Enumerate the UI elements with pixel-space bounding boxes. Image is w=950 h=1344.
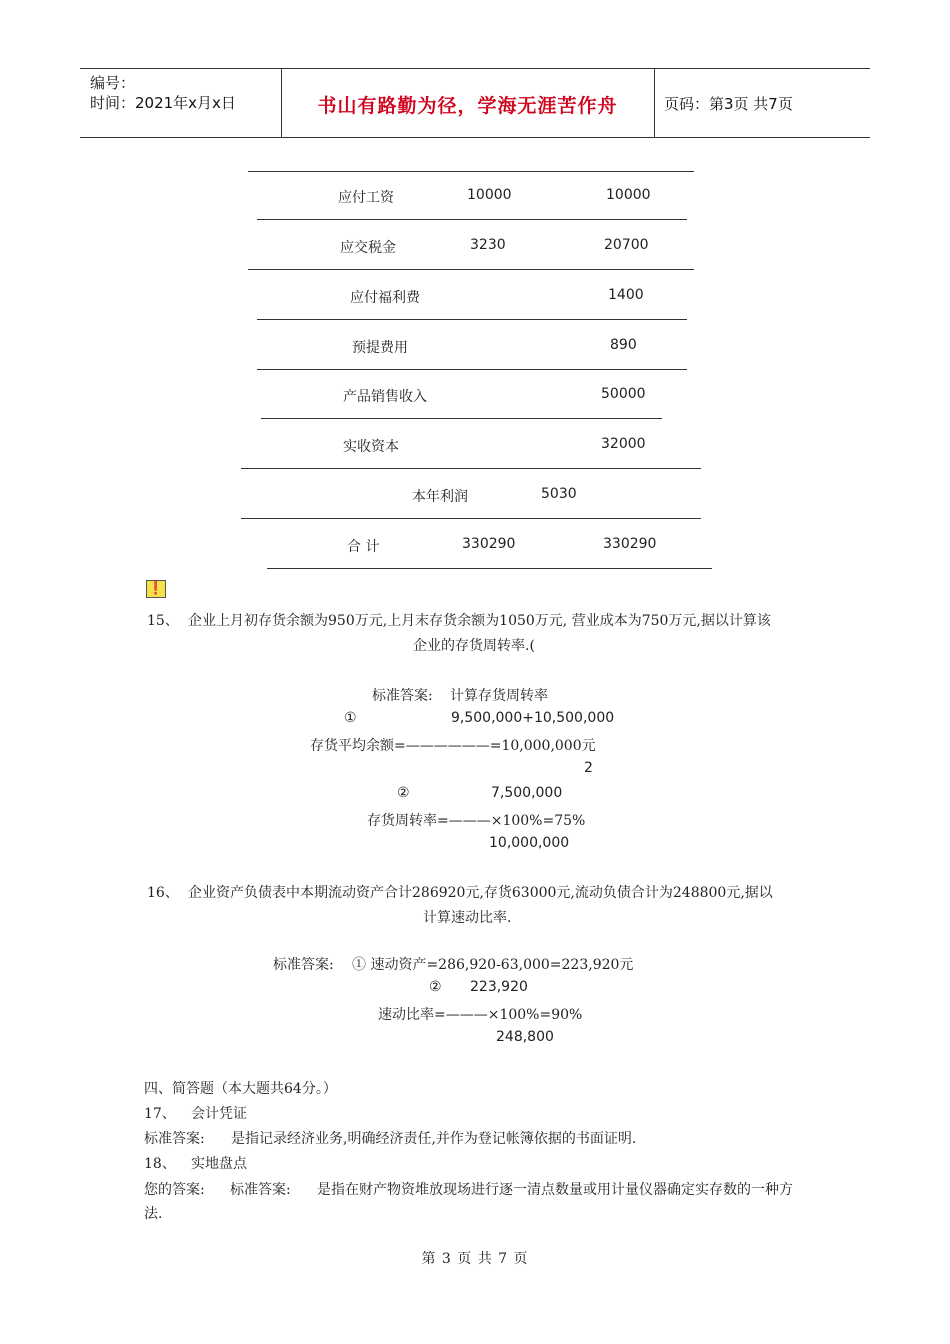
step-marker: ① <box>344 710 357 726</box>
table-rule <box>241 468 701 469</box>
table-rule <box>267 568 712 569</box>
your-answer-label: 您的答案: <box>144 1182 205 1198</box>
table-rule <box>248 269 694 270</box>
answer-title: 计算存货周转率 <box>450 688 548 704</box>
question-number: 16、 <box>147 885 179 901</box>
row-name: 本年利润 <box>412 489 468 505</box>
formula-numerator: 223,920 <box>470 979 528 995</box>
question-number: 15、 <box>147 613 179 629</box>
answer-text: 法. <box>144 1206 163 1222</box>
formula-line: 速动比率=———×100%=90% <box>378 1007 583 1023</box>
step-marker: ② <box>397 785 410 801</box>
row-credit: 330290 <box>603 536 657 552</box>
row-debit: 3230 <box>470 237 506 253</box>
row-credit: 1400 <box>608 287 644 303</box>
time-label: 时间：2021年x月x日 <box>90 94 236 112</box>
step-marker: ② <box>429 979 442 995</box>
page-header <box>80 68 870 138</box>
number-label: 编号： <box>90 74 136 92</box>
section-title: 四、简答题（本大题共64分。） <box>144 1081 337 1097</box>
question-title: 会计凭证 <box>191 1106 247 1122</box>
formula-line: 存货平均余额=——————=10,000,000元 <box>310 738 596 754</box>
table-rule <box>257 369 687 370</box>
table-rule <box>261 418 662 419</box>
table-rule <box>241 518 701 519</box>
attachment-icon[interactable]: ❗ <box>147 581 165 596</box>
answer-label: 标准答案: <box>144 1131 205 1147</box>
row-name: 实收资本 <box>343 439 399 455</box>
header-motto: 书山有路勤为径，学海无涯苦作舟 <box>317 95 618 117</box>
question-text: 企业的存货周转率.( <box>413 638 535 654</box>
header-divider <box>654 69 655 137</box>
table-rule <box>257 219 687 220</box>
formula-line: ① 速动资产=286,920-63,000=223,920元 <box>352 957 634 973</box>
question-title: 实地盘点 <box>191 1156 247 1172</box>
header-meta <box>90 73 236 113</box>
answer-text: 是指记录经济业务,明确经济责任,并作为登记帐簿依据的书面证明. <box>231 1131 637 1147</box>
formula-line: 存货周转率=———×100%=75% <box>367 813 586 829</box>
question-number: 17、 <box>144 1106 176 1122</box>
row-name: 应付工资 <box>338 190 394 206</box>
page-footer: 第 3 页 共 7 页 <box>421 1251 529 1267</box>
row-name: 应付福利费 <box>350 290 420 306</box>
row-credit: 890 <box>610 337 637 353</box>
row-debit: 5030 <box>541 486 577 502</box>
answer-label: 标准答案: <box>273 957 334 973</box>
row-name: 预提费用 <box>352 340 408 356</box>
formula-denominator: 10,000,000 <box>489 835 570 851</box>
table-rule <box>257 319 687 320</box>
table-rule <box>248 171 694 172</box>
question-number: 18、 <box>144 1156 176 1172</box>
row-debit: 10000 <box>467 187 512 203</box>
answer-label: 标准答案: <box>372 688 433 704</box>
answer-label: 标准答案: <box>230 1182 291 1198</box>
row-name: 合 计 <box>347 539 380 555</box>
question-text: 计算速动比率. <box>423 910 512 926</box>
question-text: 企业资产负债表中本期流动资产合计286920元,存货63000元,流动负债合计为248800元,据以 <box>188 885 773 901</box>
formula-denominator: 248,800 <box>496 1029 554 1045</box>
header-page-info: 页码：第3页 共7页 <box>664 95 793 113</box>
row-credit: 20700 <box>604 237 649 253</box>
row-credit: 32000 <box>601 436 646 452</box>
row-credit: 10000 <box>606 187 651 203</box>
question-text: 企业上月初存货余额为950万元,上月末存货余额为1050万元, 营业成本为750万元,据以计算该 <box>188 613 771 629</box>
answer-text: 是指在财产物资堆放现场进行逐一清点数量或用计量仪器确定实存数的一种方 <box>317 1182 793 1198</box>
row-name: 产品销售收入 <box>343 389 427 405</box>
row-debit: 330290 <box>462 536 516 552</box>
row-name: 应交税金 <box>340 240 396 256</box>
formula-numerator: 9,500,000+10,500,000 <box>451 710 615 726</box>
row-credit: 50000 <box>601 386 646 402</box>
formula-numerator: 7,500,000 <box>491 785 563 801</box>
formula-denominator: 2 <box>584 760 593 776</box>
